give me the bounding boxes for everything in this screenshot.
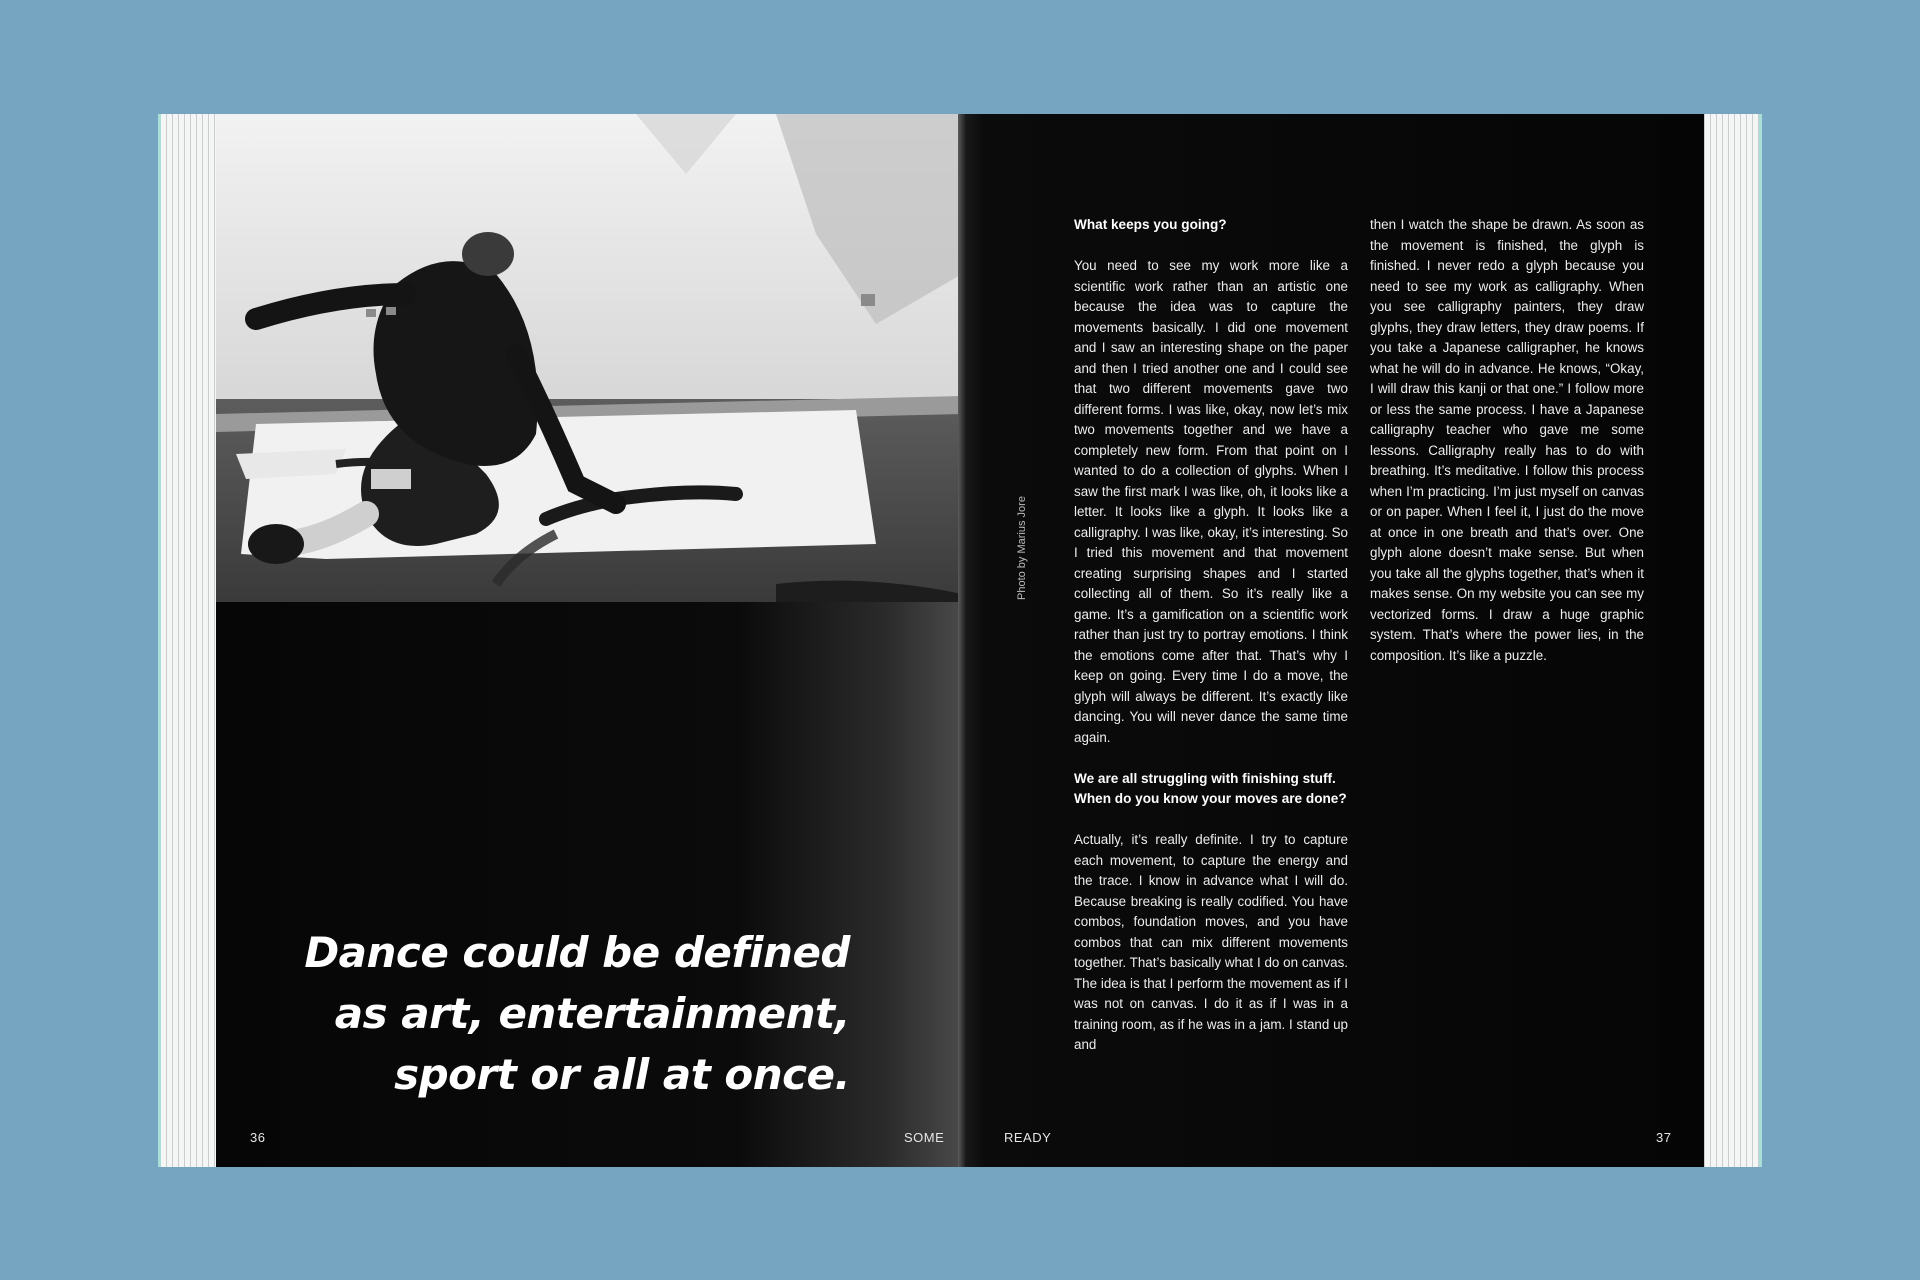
- magazine-spread: [158, 114, 1762, 1167]
- right-page: [962, 114, 1704, 1167]
- page-edges-left: [158, 114, 216, 1167]
- text-column-1: [1074, 215, 1348, 1076]
- dancer-photo-illustration: [216, 114, 962, 602]
- left-page: [216, 114, 962, 1167]
- interview-question-1: What keeps you going?: [1074, 217, 1227, 232]
- interview-answer-1: You need to see my work more like a scientific work rather than an artistic one because the idea was to capture the movements basically. I did one movement and I saw an interesting shape on the paper and then I tried another one and I could see that two different movements gave two different forms. I was like, okay, now let’s mix two movements together and we have a completely new form. From that point on I wanted to do a collection of glyphs. When I saw the first mark I was like, oh, it looks like a letter. It looks like a glyph. It looks like a calligraphy. I was like, okay, it’s interesting. So I tried this movement and that movement creating surprising shapes and I started collecting all of them. So it’s really like a game. It’s a gamification on a scientific work rather than just try to portray emotions. I think the emotions come after that. That’s why I keep on going. Every time I do a move, the glyph will always be different. It’s exactly like dancing. You will never dance the same time again.: [1074, 258, 1348, 745]
- running-head-left: SOME: [904, 1130, 945, 1145]
- spine-gutter: [958, 114, 966, 1167]
- interview-answer-2: Actually, it’s really definite. I try to capture each movement, to capture the energy and the trace. I know in advance what I will do. Because breaking is really codified. You have combos, foundation moves, and you have combos that can mix different movements together. That’s basically what I do on canvas. The idea is that I perform the movement as if I was not on canvas. I do it as if I was in a training room, as if he was in a jam. I stand up and: [1074, 832, 1348, 1052]
- dancer-photo: [216, 114, 962, 602]
- interview-answer-2-continued: then I watch the shape be drawn. As soon as the movement is finished, the glyph is finished. I never redo a glyph because you need to see my work as calligraphy. When you see calligraphy painters, they draw glyphs, they draw letters, they draw poems. If you take a Japanese calligrapher, he knows what he will do in advance. He knows, “Okay, I will draw this kanji or that one.” I follow more or less the same process. I have a Japanese calligraphy teacher who gave me some lessons. Calligraphy really has to do with breathing. It’s meditative. I follow this process when I’m practicing. I’m just myself on canvas or on paper. When I feel it, I just do the move at once in one breath and that’s over. One glyph alone doesn’t make sense. But when you take all the glyphs together, that’s when it makes sense. On my website you can see my vectorized forms. I draw a huge graphic system. That’s where the power lies, in the composition. It’s like a puzzle.: [1370, 217, 1644, 663]
- photo-credit: Photo by Marius Jore: [1016, 496, 1028, 600]
- running-head-right: READY: [1004, 1130, 1052, 1145]
- page-edges-right: [1704, 114, 1762, 1167]
- interview-question-2: We are all struggling with finishing stuff. When do you know your moves are done?: [1074, 770, 1347, 806]
- text-column-2: [1370, 215, 1644, 687]
- page-number-left: 36: [250, 1130, 266, 1145]
- pull-quote: Dance could be defined as art, entertainment, sport or all at once.: [304, 928, 850, 1099]
- page-number-right: 37: [1656, 1130, 1672, 1145]
